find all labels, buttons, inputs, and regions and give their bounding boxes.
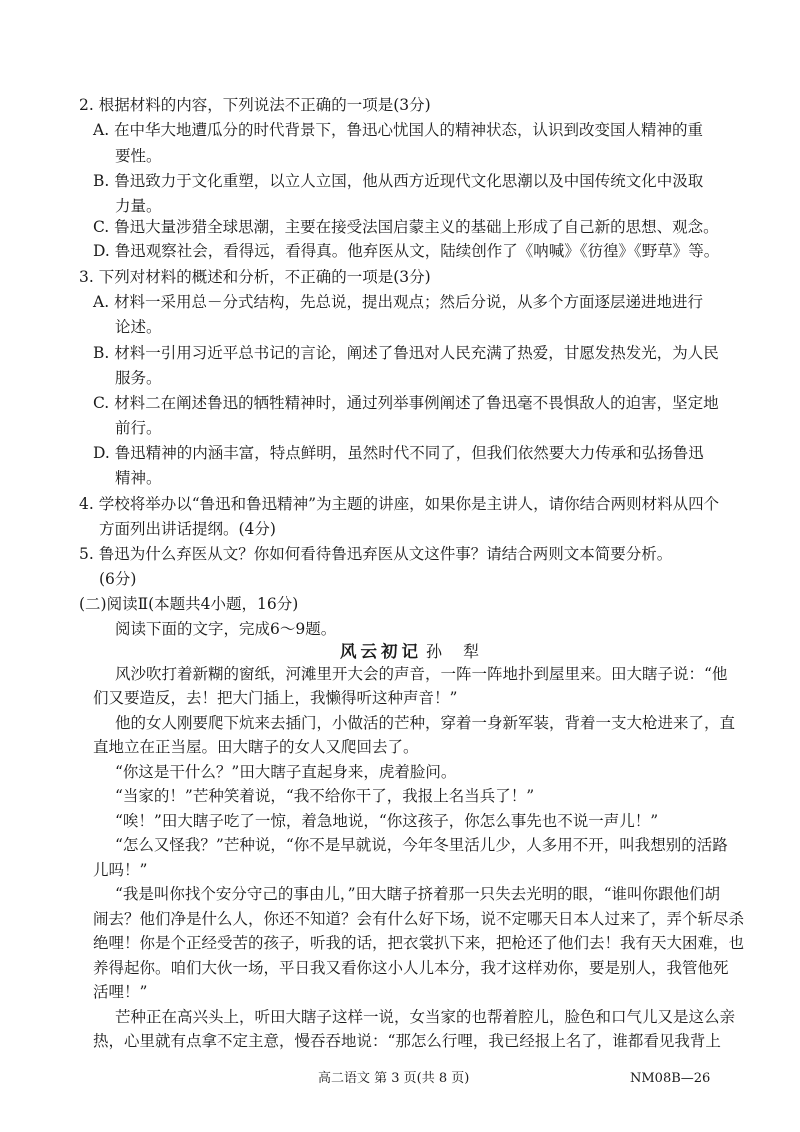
- question-2-option-b: B. 鲁迅致力于文化重塑，以立人立国，他从西方近现代文化思潮以及中国传统文化中汲取: [93, 172, 704, 190]
- question-3-option-d: D. 鲁迅精神的内涵丰富，特点鲜明，虽然时代不同了，但我们依然要大力传承和弘扬鲁迅: [93, 444, 704, 462]
- question-2-option-a-cont: 要性。: [115, 147, 162, 165]
- question-3-option-a-cont: 论述。: [115, 318, 162, 336]
- story-line: 绝哩！你是个正经受苦的孩子，听我的话，把衣裳扒下来，把枪还了他们去！我有天大困难，也: [93, 934, 745, 952]
- story-line: 芒种正在高兴头上，听田大瞎子这样一说，女当家的也帮着腔儿，脸色和口气儿又是这么亲: [115, 1008, 736, 1026]
- question-5-line-1: 5. 鲁迅为什么弃医从文？你如何看待鲁迅弃医从文这件事？请结合两则文本简要分析。: [79, 545, 673, 563]
- story-line: 儿吗！”: [93, 861, 148, 879]
- story-line: 们又要造反，去！把大门插上，我懒得听这种声音！”: [93, 689, 458, 707]
- story-line: 热，心里就有点拿不定主意，慢吞吞地说：“那怎么行哩，我已经报上名了，谁都看见我背上: [93, 1032, 721, 1050]
- story-line: 养得起你。咱们大伙一场，平日我又看你这小人儿本分，我才这样劝你，要是别人，我管他死: [93, 959, 729, 977]
- story-line: 他的女人刚要爬下炕来去插门，小做活的芒种，穿着一身新军装，背着一支大枪进来了，直: [115, 714, 736, 732]
- question-3-option-d-cont: 精神。: [115, 469, 162, 487]
- section-heading: (二)阅读Ⅱ(本题共4小题，16分): [79, 595, 299, 613]
- question-3-option-a: A. 材料一采用总－分式结构，先总说，提出观点；然后分说，从多个方面逐层递进地进行: [93, 293, 704, 311]
- section-instruction: 阅读下面的文字，完成6～9题。: [115, 620, 337, 638]
- story-line: 活哩！”: [93, 983, 148, 1001]
- page-footer: 高二语文 第 3 页(共 8 页): [318, 1071, 470, 1086]
- exam-code: NM08B—26: [630, 1071, 711, 1086]
- question-3-option-c: C. 材料二在阐述鲁迅的牺牲精神时，通过列举事例阐述了鲁迅毫不畏惧敌人的迫害，坚定地: [93, 394, 719, 412]
- question-4-line-1: 4. 学校将举办以“鲁迅和鲁迅精神”为主题的讲座，如果你是主讲人，请你结合两则材料从四个: [79, 495, 720, 513]
- question-5-line-2: (6分): [99, 570, 137, 588]
- story-line: “我是叫你找个安分守己的事由儿，”田大瞎子挤着那一只失去光明的眼，“谁叫你跟他们胡: [115, 885, 721, 903]
- story-line: “你这是干什么？”田大瞎子直起身来，虎着脸问。: [115, 763, 457, 781]
- question-2-option-c: C. 鲁迅大量涉猎全球思潮，主要在接受法国启蒙主义的基础上形成了自己新的思想、观念。: [93, 218, 719, 236]
- story-title: 风云初记: [340, 642, 422, 661]
- question-2-stem: 2. 根据材料的内容，下列说法不正确的一项是(3分): [79, 96, 431, 114]
- question-3-stem: 3. 下列对材料的概述和分析，不正确的一项是(3分): [79, 268, 431, 286]
- story-line: “当家的！”芒种笑着说，“我不给你干了，我报上名当兵了！”: [115, 787, 535, 805]
- question-2-option-d: D. 鲁迅观察社会，看得远，看得真。他弃医从文，陆续创作了《呐喊》《彷徨》《野草》等。: [93, 242, 720, 260]
- question-3-option-b: B. 材料一引用习近平总书记的言论，阐述了鲁迅对人民充满了热爱，甘愿发热发光，为人民: [93, 344, 719, 362]
- story-author: 孙 犁: [426, 642, 488, 661]
- story-line: 直地立在正当屋。田大瞎子的女人又爬回去了。: [93, 738, 419, 756]
- question-2-option-b-cont: 力量。: [115, 197, 162, 215]
- story-line: 闹去？他们净是什么人，你还不知道？会有什么好下场，说不定哪天日本人过来了，弄个斩尽杀: [93, 910, 745, 928]
- question-4-line-2: 方面列出讲话提纲。(4分): [99, 520, 276, 538]
- question-3-option-b-cont: 服务。: [115, 369, 162, 387]
- story-line: “唉！”田大瞎子吃了一惊，着急地说，“你这孩子，你怎么事先也不说一声儿！”: [115, 812, 659, 830]
- question-3-option-c-cont: 前行。: [115, 419, 162, 437]
- story-line: 风沙吹打着新糊的窗纸，河滩里开大会的声音，一阵一阵地扑到屋里来。田大瞎子说：“他: [115, 665, 728, 683]
- story-line: “怎么又怪我？”芒种说，“你不是早就说，今年冬里活儿少，人多用不开，叫我想别的活路: [115, 836, 728, 854]
- question-2-option-a: A. 在中华大地遭瓜分的时代背景下，鲁迅心忧国人的精神状态，认识到改变国人精神的重: [93, 121, 704, 139]
